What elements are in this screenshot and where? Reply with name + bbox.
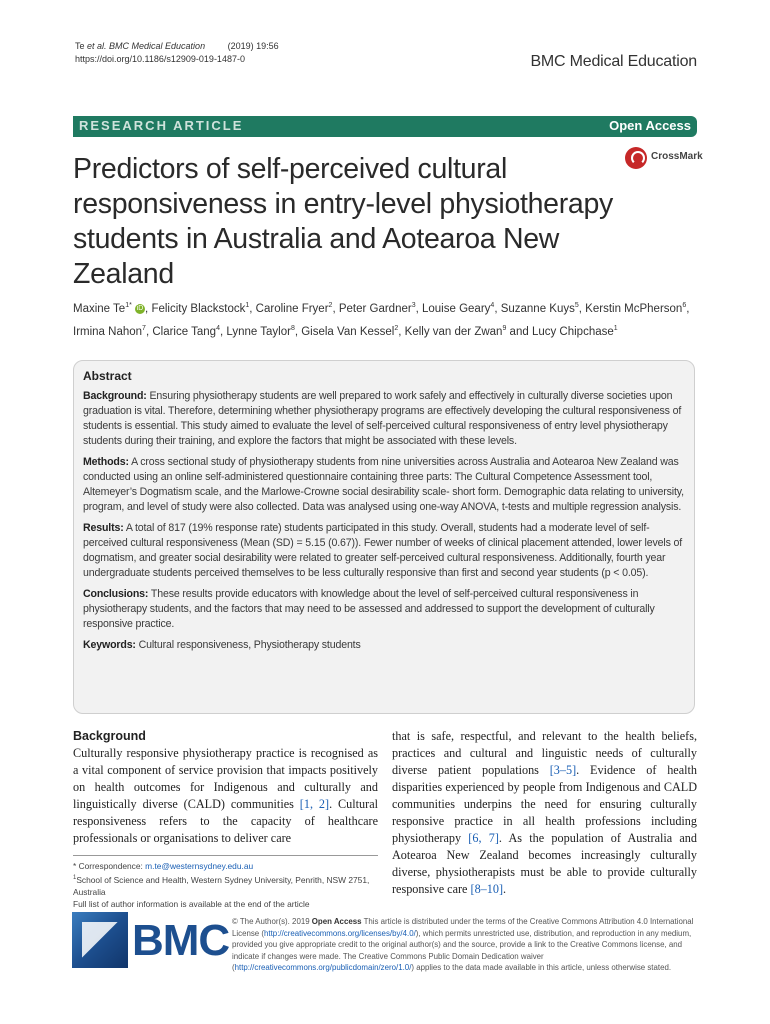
author-name[interactable]: Gisela Van Kessel — [301, 325, 395, 338]
citation-header — [75, 40, 279, 66]
abstract-section-text: Cultural responsiveness, Physiotherapy students — [135, 639, 361, 651]
footnote — [73, 860, 373, 910]
author-affiliation-marker: 2 — [394, 324, 399, 332]
license-link[interactable]: http://creativecommons.org/licenses/by/4.0/ — [264, 928, 416, 938]
body-paragraph — [73, 745, 378, 847]
author-name[interactable]: Kerstin McPherson — [585, 302, 683, 315]
abstract-section-label: Background: — [83, 390, 147, 402]
body-text: Culturally responsive physiotherapy practice is recognised as a vital component of service provision that impacts positively on health outcomes for Indigenous and culturally and linguistically diverse (CALD) communities — [73, 746, 378, 811]
author-affiliation-marker: 7 — [142, 324, 146, 332]
author-affiliation-marker: 1 — [245, 302, 250, 309]
author-name[interactable]: Maxine Te — [73, 302, 126, 315]
abstract-section-text: A cross sectional study of physiotherapy students from nine universities across Australia and Aotearoa New Zealand was conducted using an online self-administered questionnaire containing three parts: The Cultural Competence Assessment tool, Altemeyer’s Dogmatism scale, and the Marlowe-Crowne social desirability scale- short form. Demographic data relating to university, program, and level of study were also collected. Data was analysed using one-way ANOVA, t-tests and multiple regression analysis. — [83, 456, 684, 513]
correspondence-label: * Correspondence: — [73, 861, 146, 871]
abstract-section-text: Ensuring physiotherapy students are well prepared to work safely and effectively in culturally diverse societies upon graduation is vital. Therefore, determining whether physiotherapy programs are effectively developing the cultural responsiveness of students is essential. This study aimed to evaluate the level of self-perceived cultural responsiveness of entry level physiotherapy students during their training, and explore the factors that might be associated with these levels. — [83, 390, 682, 447]
publicdomain-link[interactable]: http://creativecommons.org/publicdomain/zero/1.0/ — [234, 963, 412, 972]
citation-authors: Te — [75, 41, 88, 51]
body-text: . As the population of Australia and Aotearoa New Zealand becomes increasingly culturally diverse, physiotherapists must be able to provide culturally responsive care — [392, 831, 697, 896]
author-affiliation-marker: 1* — [125, 302, 132, 309]
abstract-section — [83, 521, 685, 581]
abstract-section-text: A total of 817 (19% response rate) students participated in this study. Overall, students had a moderate level of self-perceived cultural responsiveness (Mean (SD) = 5.15 (0.67)). Fewer number of weeks of clinical placement attended, lower levels of dogmatism, and greater social desirability were related to greater self-perceived cultural responsiveness. Additionally, fourth year undergraduate students perceived themselves to be less culturally responsive than first and second year students (p < 0.05). — [83, 522, 683, 579]
abstract-section-label: Conclusions: — [83, 588, 149, 600]
crossmark-label: CrossMark — [651, 151, 703, 162]
abstract-section-label: Results: — [83, 522, 124, 534]
body-text: that is safe, respectful, and relevant to the health beliefs, practices and cultural and linguistic needs of culturally diverse patient populations — [392, 729, 697, 777]
bmc-logo-text: BMC — [132, 916, 230, 965]
section-heading: Background — [73, 729, 146, 743]
author-affiliation-marker: 2 — [328, 302, 333, 309]
citation-link[interactable]: [6, 7] — [468, 831, 499, 845]
citation-link[interactable]: [1, 2] — [299, 797, 330, 811]
author-name[interactable]: Suzanne Kuys — [500, 302, 575, 315]
citation-journal: et al. BMC Medical Education — [87, 41, 206, 51]
abstract-section — [83, 455, 685, 515]
author-affiliation-marker: 4 — [216, 324, 220, 332]
author-name[interactable]: Kelly van der Zwan — [404, 325, 503, 338]
article-type-label: RESEARCH ARTICLE — [79, 118, 244, 133]
affiliation-marker: 1 — [73, 875, 77, 881]
body-paragraph — [392, 728, 697, 898]
bmc-logo-mark — [72, 912, 128, 968]
bmc-logo — [72, 912, 230, 970]
abstract-section — [83, 389, 685, 449]
open-access-label: Open Access — [609, 118, 691, 133]
author-name[interactable]: Clarice Tang — [152, 325, 217, 338]
author-list: Maxine $Te^{1*}$ iD , Felicity Blackstock$^1$, Caroline Fryer$^2$, Peter Gardner$^3$, Louise Geary$^4$, Suzanne Kuys$^5$, Kerstin McPherson$^6$, Irmina Nahon$^7$, Clarice Tang$^4$, Lynne Taylor$^8$, Gisela Van Kessel$^2$, Kelly van der Zwan$^9$ and Lucy Chipchase$^1$ — [73, 302, 690, 338]
abstract-section-label: Methods: — [83, 456, 129, 468]
abstract-section-label: Keywords: — [83, 639, 136, 651]
journal-name: BMC Medical Education — [530, 53, 697, 70]
license-body: ) applies to the data made available in this article, unless otherwise stated. — [411, 963, 672, 972]
author-name[interactable]: Irmina Nahon — [73, 325, 143, 338]
body-text: . — [503, 882, 507, 896]
license-body: This article is distributed under the terms of the Creative Commons Attribution 4.0 International License ( — [232, 917, 694, 938]
author-affiliation-marker: 5 — [574, 302, 579, 309]
abstract-sections — [83, 389, 685, 653]
article-type-banner — [73, 116, 697, 137]
license-text — [232, 916, 702, 974]
body-text: . Cultural responsiveness refers to the capacity of healthcare professionals or organisations to deliver care — [73, 797, 378, 845]
author-name[interactable]: Felicity Blackstock — [151, 302, 246, 315]
doi-link[interactable]: https://doi.org/10.1186/s12909-019-1487-0 — [75, 54, 245, 64]
author-name[interactable]: Peter Gardner — [338, 302, 412, 315]
license-copyright: © The Author(s). 2019 — [232, 917, 312, 926]
author-name[interactable]: Lynne Taylor — [226, 325, 291, 338]
crossmark-button[interactable] — [625, 147, 715, 169]
correspondence-email[interactable]: m.te@westernsydney.edu.au — [145, 861, 254, 871]
citation-link[interactable]: [3–5] — [549, 763, 577, 777]
author-affiliation-marker: 4 — [490, 302, 495, 309]
author-name[interactable]: Louise Geary — [422, 302, 491, 315]
footnote-divider — [73, 855, 378, 856]
body-left-column — [73, 728, 378, 847]
citation-year: (2019) 19:56 — [227, 41, 279, 51]
article-title: Predictors of self-perceived cultural responsiveness in entry-level physiotherapy students in Australia and Aotearoa New Zealand — [73, 153, 613, 290]
body-text: . Evidence of health disparities experienced by people from Indigenous and CALD communities underpins the need for ensuring culturally responsive practice in all health professions including physiotherapy — [392, 763, 697, 845]
orcid-icon[interactable]: iD — [136, 304, 144, 312]
author-affiliation-marker: 9 — [502, 324, 507, 332]
affiliation: School of Science and Health, Western Sydney University, Penrith, NSW 2751, Australia — [73, 874, 370, 897]
abstract-heading: Abstract — [83, 369, 132, 383]
abstract-box — [73, 360, 695, 714]
abstract-section — [83, 638, 685, 653]
author-affiliation-marker: 1 — [613, 324, 618, 332]
full-list-note: Full list of author information is available at the end of the article — [73, 898, 310, 909]
body-right-column — [392, 728, 697, 898]
author-name[interactable]: Caroline Fryer — [255, 302, 329, 315]
author-affiliation-marker: 8 — [290, 324, 295, 332]
license-body: ), which permits unrestricted use, distribution, and reproduction in any medium, provided you give appropriate credit to the original author(s) and the source, provide a link to the Creative Commons license, and indicate if changes were made. The Creative Commons Public Domain Dedication waiver ( — [232, 928, 692, 972]
author-affiliation-marker: 3 — [411, 302, 416, 309]
citation-link[interactable]: [8–10] — [470, 882, 504, 896]
license-open-access: Open Access — [311, 917, 362, 926]
author-name[interactable]: Lucy Chipchase — [531, 325, 614, 338]
author-affiliation-marker: 6 — [682, 302, 687, 309]
abstract-section-text: These results provide educators with knowledge about the level of self-perceived cultural responsiveness in physiotherapy students, and the factors that may need to be assessed and addressed to support the development of culturally responsive practice. — [83, 588, 655, 630]
abstract-section — [83, 587, 685, 632]
